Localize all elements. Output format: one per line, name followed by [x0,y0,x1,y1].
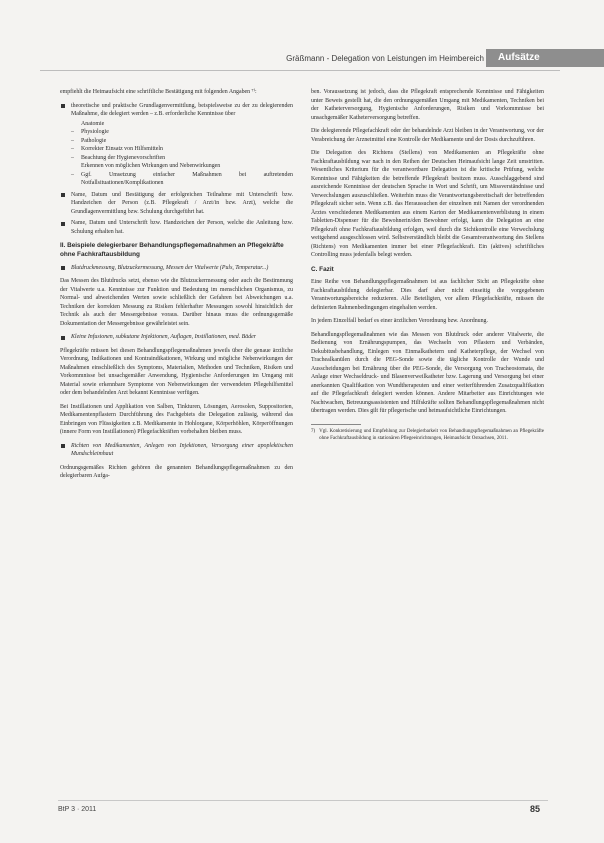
footnote-text: Vgl. Konkretisierung und Empfehlung zur Delegierbarkeit von Behandlungspflegemaßnahmen an Pflegekräfte ohne Fachkraftausbildung in stationären Pflegeeinrichtungen, Heimaufsicht Ostsachsen, 2011. [319,428,544,441]
body-paragraph: Das Messen des Blutdrucks setzt, ebenso wie die Blutzuckermessung oder auch die Bestimmung der Vitalwerte u.a. Kenntnisse zur Funktion und Bedeutung im menschlichen Organismus, zu Normal- und abweichenden Werten sowie schließlich der Gefahren bei Abweichungen u.a. Techniken der korrekten Messung zu Risiken fehlerhafter Messungen sowohl hinsichtlich der Technik als auch der Messergebnisse voraus. Darüber hinaus muss die ordnungsgemäße Dokumentation der Messergebnisse gewährleistet sein. [60,278,293,327]
sublist-item: – Beachtung der Hygienevorschriften [71,154,293,163]
body-paragraph: ben. Voraussetzung ist jedoch, dass die Pflegekraft entsprechende Kenntnisse und Fähigkeiten unter Beweis gestellt hat, die den ordnungsgemäßen Umgang mit Medikamenten, Techniken bei der Katheterversorgung, Hygienische Anforderungen, Risiken und Vorkommnisse bei unsachgemäßer Katheterversorgung betreffen. [311,89,544,121]
header-rule [40,70,560,71]
list-item: Name, Datum und Unterschrift bzw. Handzeichen der Person, welche die Anleitung bzw. Schulung erhalten hat. [60,219,293,236]
sublist-item: – Ggf. Umsetzung einfacher Maßnahmen bei auftretenden Notfallsituationen/Komplikationen [71,171,293,188]
body-paragraph: Eine Reihe von Behandlungspflegemaßnahmen ist aus fachlicher Sicht an Pflegekräfte ohne Fachkraftausbildung delegierbar. Dies darf aber nicht einseitig die vorgegebenen Verantwortungsbereiche reduzieren. Alle Beteiligten, vor allem Pflegefachkräfte, müssen die definierten Rahmenbedingungen eingehalten werden. [311,279,544,311]
footnote-rule [311,424,361,425]
sublist-item: Erkennen von möglichen Wirkungen und Nebenwirkungen [81,163,221,169]
left-column [60,88,293,486]
requirements-list [60,102,293,237]
body-paragraph: Die Delegation des Richtens (Stellens) von Medikamenten an Pflegekräfte ohne Fachkraftausbildung war nach in den Reihen der Deutschen Heimaufsicht lange Zeit umstritten. Wesentliches Kriterium für die verantwortbare Delegation ist die kritische Prüfung, welche Kenntnisse und Fähigkeiten die betreffende Pflegekraft besitzen muss. Ausschlaggebend sind ausreichende Kenntnisse der deutschen Sprache in Wort und Schrift, um Missverständnisse und Verwechslungen auszuschließen. Weiterhin muss die Verantwortungsbereitschaft der betreffenden Pflegekraft sicher sein. Wenn z.B. das Heraussuchen der einzelnen mit Namen der verordnenden Ärztes verschiedenen Medikamenten aus einem Karton der Medikamentenverblistung in einem Tabletten-Dispenser für die Bewohnerin/den Bewohner erfolgt, kann die Delegation an eine Pflegekraft ohne Fachkraftausbildung erfolgen, weil durch die Sichtkontrolle eine Verwechslung weitgehend ausgeschlossen wird. Selbstverständlich bleibt die Gesamtverantwortung des Stellens (Richtens) von Medikamenten immer bei einer Pflegefachkraft. Ein (aktives) schriftliches Controlling muss jedenfalls belegt werden. [311,150,544,258]
list-item [60,102,293,188]
body-paragraph: Pflegekräfte müssen bei diesen Behandlungspflegemaßnahmen jeweils über die genaue ärztliche Verordnung, Indikationen und Kontraindikationen, Wirkung und mögliche Nebenwirkungen der Maßnahmen einschließlich des Symptoms, Materialien, Methoden und Techniken, Risiken und Vorkommnisse bei unsachgemäßer Anwendung, Hygienische Anforderungen im Umgang mit Material sowie erkennbare Symptome von Nebenwirkungen der verwendeten Pflegehilfsmittel oder dem behandelnden Arzt bekannt Kenntnisse verfügen. [60,347,293,397]
section-heading: II. Beispiele delegierbarer Behandlungspflegemaßnahmen an Pflegekräfte ohne Fachkraftausbildung [60,242,284,258]
section-tab: Aufsätze [486,49,604,67]
right-column [311,88,544,442]
body-paragraph: Die delegierende Pflegefachkraft oder der behandelnde Arzt bleiben in der Verantwortung, vor der Verabreichung der Arzneimittel eine Kontrolle der Medikamente und der Dosis durchzuführen. [311,128,544,143]
measure-bullet [60,442,293,459]
page-number: 85 [530,804,541,814]
journal-issue: BtP 3 · 2011 [58,806,97,813]
sublist-item: Anatomie [81,120,105,127]
footnote [311,428,544,442]
intro-paragraph: empfiehlt die Heimaufsicht eine schriftliche Bestätigung mit folgenden Angaben ⁷⁾: [60,89,257,95]
measure-bullet [60,264,293,273]
body-paragraph: In jedem Einzelfall bedarf es einer ärztlichen Verordnung bzw. Anordnung. [311,318,488,325]
body-paragraph: Ordnungsgemäßes Richten gehören die genannten Behandlungspflegemaßnahmen zu den delegierbaren Aufga- [60,464,293,480]
footer-rule [58,800,548,801]
footnote-number: 7) [311,428,316,434]
list-item: Blutdruckmessung, Blutzuckermessung, Messen der Vitalwerte (Puls, Temperatur...) [60,264,293,273]
knowledge-sublist [71,120,293,188]
running-head: Gräßmann - Delegation von Leistungen im Heimbereich [286,54,484,63]
measure-bullet [60,333,293,342]
list-item-text: theoretische und praktische Grundlagenvermittlung, beispielsweise zu der zu delegierenden Maßnahme, die delegiert werden – z.B. erforderliche Kenntnisse über [71,102,293,117]
sublist-item: – Pathologie [71,137,293,146]
list-item: Name, Datum und Bestätigung der erfolgreichen Teilnahme mit Unterschrift bzw. Handzeichen der Person (z.B. Pflegekraft / Arzt/in bzw. Arzt), welche die Grundlagenvermittlung bzw. Schulung durchgeführt hat. [60,191,293,217]
list-item: Richten von Medikamenten, Anlegen von Injektionen, Versorgung einer apoplektischen Mundschleimhaut [60,442,293,459]
section-heading: C. Fazit [311,265,334,273]
body-paragraph: Bei Instillationen und Applikation von Salben, Tinkturen, Lösungen, Aerosolen, Suppositorien, Medikamentenpflastern Durchführung des Fachgebiets die Delegation zulässig, während das Einbringen von Flüssigkeiten z.B. Medikamente in Hohlorgane, Körperhöhlen, Körperöffnungen (innere Form von Instillationen) Pflegefachkräften vorbehalten bleiben muss. [60,403,293,436]
list-item: Kleine Infusionen, subkutane Injektionen, Auflagen, Instillationen, med. Bäder [60,333,293,342]
sublist-item: – Korrekter Einsatz von Hilfsmitteln [71,145,293,154]
body-paragraph: Behandlungspflegemaßnahmen wie das Messen von Blutdruck oder anderer Vitalwerte, die Bedienung von Ernährungspumpen, das Wechseln von Pflastern und Verbänden, Dekubitusbehandlung, Einlegen von Einmalkathetern und Katheterpflege, der Wechsel von Trachealkanülen durch die PEG-Sonde sowie die tägliche Kontrolle der Wunde und Ausscheidungen bei Ernährung über die PEG-Sonde, die Versorgung von Tracheostomata, die Anlage einer Wechseldruck- und Blasenverweilkatheter bzw. Lagerung und Versorgung bei einer anerkannten Qualifikation von Wundtherapeuten und einer weiterführenden Zusatzqualifikation auf die Pflegefachkraft delegiert werden können. Andere Mitarbeiter aus Einrichtungen wie Nachtwachen, Betreuungsassistenten und Hilfskräfte sollten Behandlungspflegemaßnahmen nicht übertragen werden. Dies gilt für pflegerische und heimaufsichtliche Einrichtungen. [311,331,544,415]
sublist-item: – Physiologie [71,128,293,137]
